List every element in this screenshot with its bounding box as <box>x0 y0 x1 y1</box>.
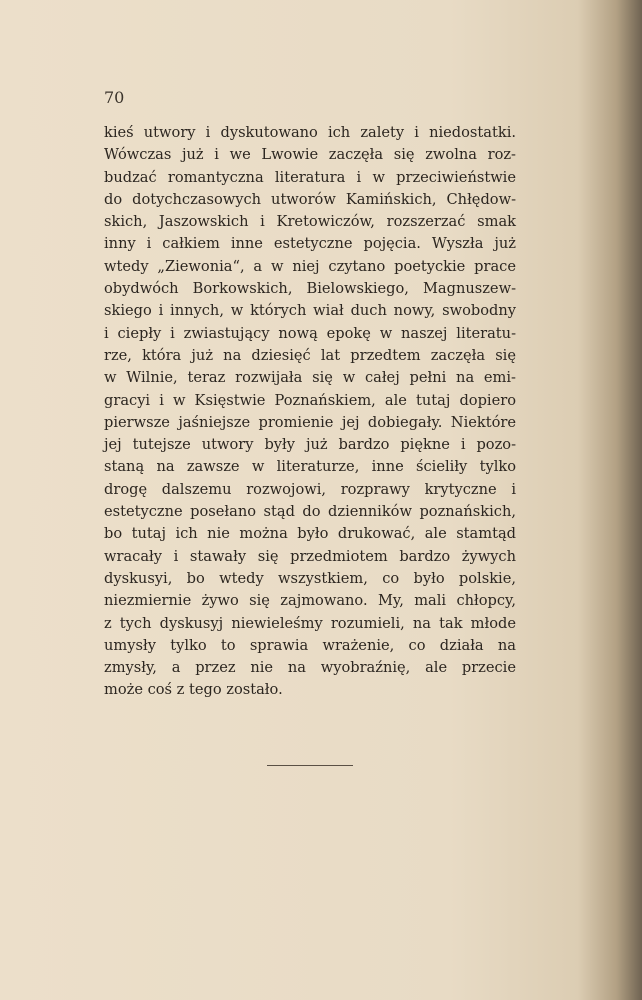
text-line: umysły tylko to sprawia wrażenie, co działa na <box>104 636 516 654</box>
text-line: pierwsze jaśniejsze promienie jej dobiegały. Niektóre <box>104 413 516 431</box>
text-line: do dotychczasowych utworów Kamińskich, Chłędow- <box>104 190 516 208</box>
section-divider <box>267 765 353 766</box>
text-line: z tych dyskusyj niewieleśmy rozumieli, na tak młode <box>104 614 516 632</box>
text-line: drogę dalszemu rozwojowi, rozprawy krytyczne i <box>104 480 516 498</box>
text-line: wtedy „Ziewonia“, a w niej czytano poetyckie prace <box>104 257 516 275</box>
text-line: w Wilnie, teraz rozwijała się w całej pełni na emi- <box>104 369 516 387</box>
text-line: bo tutaj ich nie można było drukować, ale stamtąd <box>104 525 516 543</box>
body-text <box>104 122 516 702</box>
text-line: skiego i innych, w których wiał duch nowy, swobodny <box>104 302 516 320</box>
text-line: staną na zawsze w literaturze, inne ścieliły tylko <box>104 458 516 476</box>
text-line: skich, Jaszowskich i Kretowiczów, rozszerzać smak <box>104 213 516 231</box>
text-line: rze, która już na dziesięć lat przedtem zaczęła się <box>104 346 516 364</box>
text-line: gracyi i w Księstwie Poznańskiem, ale tutaj dopiero <box>104 391 516 409</box>
text-line-last: może coś z tego zostało. <box>104 681 283 699</box>
text-line: i ciepły i zwiastujący nową epokę w naszej literatu- <box>104 324 516 342</box>
text-line: wracały i stawały się przedmiotem bardzo żywych <box>104 547 516 565</box>
text-line: estetyczne posełano stąd do dzienników poznańskich, <box>104 503 516 521</box>
text-line: obydwóch Borkowskich, Bielowskiego, Magnuszew- <box>104 280 516 298</box>
text-line: Wówczas już i we Lwowie zaczęła się zwolna roz- <box>104 146 516 164</box>
text-line: kieś utwory i dyskutowano ich zalety i niedostatki. <box>104 124 516 141</box>
text-line: inny i całkiem inne estetyczne pojęcia. Wyszła już <box>104 235 516 253</box>
page-number: 70 <box>104 88 125 107</box>
text-line: niezmiernie żywo się zajmowano. My, mali chłopcy, <box>104 592 516 610</box>
text-line: jej tutejsze utwory były już bardzo piękne i pozo- <box>104 436 516 454</box>
text-line: budzać romantyczna literatura i w przeciwieństwie <box>104 168 516 186</box>
text-line: zmysły, a przez nie na wyobraźnię, ale przecie <box>104 659 516 677</box>
text-line: dyskusyi, bo wtedy wszystkiem, co było polskie, <box>104 569 516 587</box>
